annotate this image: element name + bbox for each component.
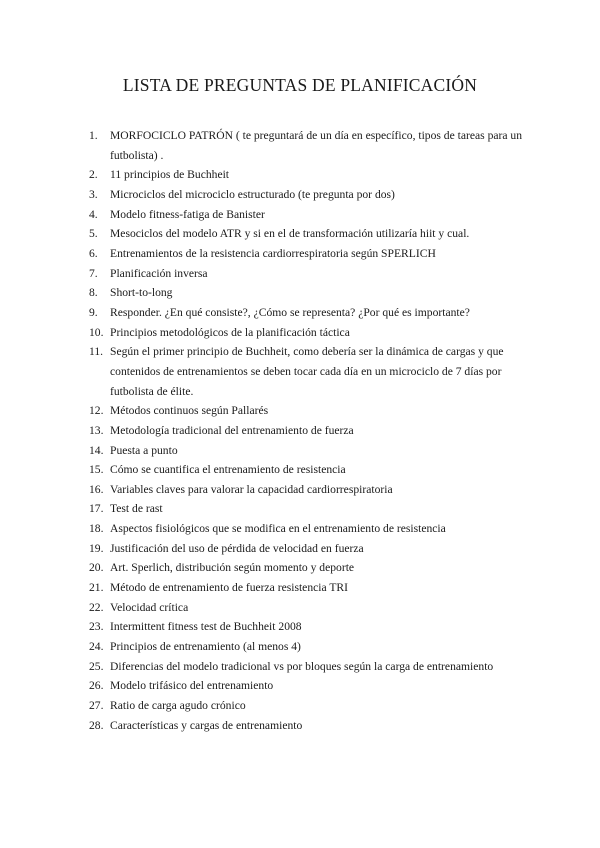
question-number: 26.	[89, 679, 104, 693]
question-text: Variables claves para valorar la capacidad cardiorrespiratoria	[110, 482, 393, 496]
question-number: 25.	[89, 659, 104, 673]
question-text: Metodología tradicional del entrenamiento de fuerza	[110, 423, 354, 437]
question-item	[89, 657, 529, 677]
question-item	[89, 401, 529, 421]
question-number: 14.	[89, 443, 104, 457]
question-text: Velocidad crítica	[110, 600, 189, 614]
question-number: 20.	[89, 561, 104, 575]
question-number: 18.	[89, 522, 104, 536]
question-item	[89, 460, 529, 480]
question-list	[89, 126, 529, 735]
question-text: Short-to-long	[110, 286, 173, 300]
question-number: 4.	[89, 207, 98, 221]
question-number: 21.	[89, 581, 104, 595]
question-item	[89, 637, 529, 657]
question-item	[89, 441, 529, 461]
question-item	[89, 126, 529, 165]
question-number: 5.	[89, 227, 98, 241]
question-item	[89, 676, 529, 696]
question-number: 7.	[89, 266, 98, 280]
question-item	[89, 519, 529, 539]
question-number: 11.	[89, 345, 104, 359]
question-item	[89, 480, 529, 500]
question-number: 2.	[89, 168, 98, 182]
question-text: Justificación del uso de pérdida de velocidad en fuerza	[110, 541, 364, 555]
question-text: Diferencias del modelo tradicional vs por bloques según la carga de entrenamiento	[110, 659, 494, 673]
question-number: 13.	[89, 423, 104, 437]
question-number: 28.	[89, 718, 104, 732]
question-text: Test de rast	[110, 502, 163, 516]
question-number: 22.	[89, 600, 104, 614]
question-text: Principios metodológicos de la planificación táctica	[110, 325, 350, 339]
question-text: Responder. ¿En qué consiste?, ¿Cómo se representa? ¿Por qué es importante?	[110, 305, 470, 319]
question-text: Según el primer principio de Buchheit, como debería ser la dinámica de cargas y que contenidos de entrenamientos se deben tocar cada día en un microciclo de 7 días por futbolista de élite.	[110, 345, 504, 398]
question-item	[89, 499, 529, 519]
question-text: Modelo trifásico del entrenamiento	[110, 679, 274, 693]
question-item	[89, 323, 529, 343]
question-item	[89, 696, 529, 716]
question-text: Ratio de carga agudo crónico	[110, 699, 246, 713]
question-item	[89, 283, 529, 303]
question-item	[89, 165, 529, 185]
question-item	[89, 224, 529, 244]
question-number: 15.	[89, 463, 104, 477]
question-number: 9.	[89, 305, 98, 319]
question-item	[89, 716, 529, 736]
question-number: 12.	[89, 404, 104, 418]
question-number: 27.	[89, 699, 104, 713]
question-number: 23.	[89, 620, 104, 634]
question-text: Principios de entrenamiento (al menos 4)	[110, 640, 301, 654]
question-item	[89, 617, 529, 637]
question-text: 11 principios de Buchheit	[110, 168, 230, 182]
question-number: 16.	[89, 482, 104, 496]
question-text: Intermittent fitness test de Buchheit 2008	[110, 620, 302, 634]
page-title: LISTA DE PREGUNTAS DE PLANIFICACIÓN	[122, 75, 478, 95]
question-text: Art. Sperlich, distribución según momento y deporte	[110, 561, 355, 575]
question-text: Cómo se cuantifica el entrenamiento de resistencia	[110, 463, 346, 477]
question-number: 8.	[89, 286, 98, 300]
question-text: MORFOCICLO PATRÓN ( te preguntará de un día en específico, tipos de tareas para un futbolista) .	[110, 129, 523, 162]
question-text: Mesociclos del modelo ATR y si en el de transformación utilizaría hiit y cual.	[110, 227, 470, 241]
question-text: Modelo fitness-fatiga de Banister	[110, 207, 265, 221]
question-item	[89, 598, 529, 618]
question-text: Microciclos del microciclo estructurado (te pregunta por dos)	[110, 187, 395, 201]
question-text: Planificación inversa	[110, 266, 208, 280]
question-number: 10.	[89, 325, 104, 339]
question-number: 24.	[89, 640, 104, 654]
question-item	[89, 185, 529, 205]
question-number: 19.	[89, 541, 104, 555]
question-text: Métodos continuos según Pallarés	[110, 404, 269, 418]
question-item	[89, 303, 529, 323]
question-text: Método de entrenamiento de fuerza resistencia TRI	[110, 581, 349, 595]
question-item	[89, 244, 529, 264]
question-item	[89, 421, 529, 441]
question-text: Puesta a punto	[110, 443, 178, 457]
question-number: 1.	[89, 129, 98, 142]
question-item	[89, 205, 529, 225]
question-number: 17.	[89, 502, 104, 516]
question-item	[89, 342, 529, 401]
question-item	[89, 558, 529, 578]
question-text: Entrenamientos de la resistencia cardiorrespiratoria según SPERLICH	[110, 246, 436, 260]
question-text: Características y cargas de entrenamiento	[110, 718, 303, 732]
question-number: 3.	[89, 187, 98, 201]
question-number: 6.	[89, 246, 98, 260]
question-item	[89, 539, 529, 559]
question-item	[89, 264, 529, 284]
question-item	[89, 578, 529, 598]
question-text: Aspectos fisiológicos que se modifica en el entrenamiento de resistencia	[110, 522, 446, 536]
